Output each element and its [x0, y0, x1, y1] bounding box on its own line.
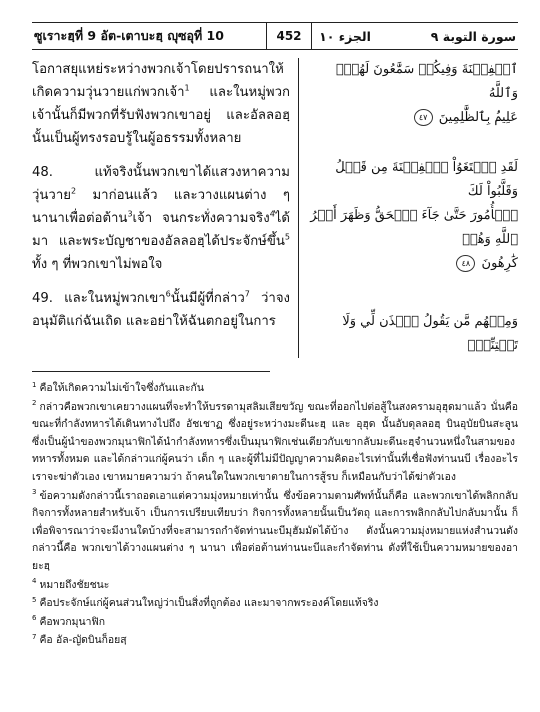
footnote-number: 1 — [32, 380, 37, 389]
footnote-number: 5 — [32, 595, 37, 604]
text-run: عَلِيمُۢ بِٱلظَّٰلِمِينَ — [438, 110, 518, 125]
footnote-6 — [32, 614, 518, 632]
header-juz-arabic: الجزء ١٠ — [319, 28, 371, 44]
footnote-text: คือพวกมุนาฟิก — [39, 615, 106, 628]
text-run: ทั้ง ๆ ที่พวกเขาไม่พอใจ — [32, 257, 163, 272]
arabic-line: ٱلۡفِتۡنَةَ وَفِيكُمۡ سَمَّٰعُونَ لَهُمۡۗ وَٱللَّهُ — [335, 62, 518, 101]
footnote-text: กล่าวคือพวกเขาเคยวางแผนที่จะทำให้บรรดามุสลิมเสียขวัญ ขณะที่ออกไปต่อสู้ในสงครามอุฮุดมาแล้ว นั่นคือขณะที่กำลังทหารได้เดินทางไปถึง อัชเชาฏ ซึ่งอยู่ระหว่างมะดีนะฮฺ และ อุฮุด นั้นอับดุลลอฮฺ บินอุบัยบินสะลูน ซึ่งเป็นผู้นำของพวกมุนาฟิกได้นำกำลังทหารซึ่งเป็นมุนาฟิกเช่นเดียวกับเขากลับมะดีนะฮฺจำนวนหนึ่งในสามของทหารทั้งหมด และได้กล่าวแก่ผู้คนว่า เด็ก ๆ และผู้ที่ไม่มีปัญญาความคิดอะไรเท่านั้นที่เชื่อฟังท่านนบี เรื่องอะไรเราจะฆ่าตัวเอง เขาหมายความว่า ถ้าคนใดในพวกเขาตายในการสู้รบ ก็เหมือนกับว่าได้ฆ่าตัวเอง — [32, 400, 518, 483]
text-run: كَٰرِهُونَ — [481, 256, 518, 271]
footnote-2 — [32, 399, 518, 487]
footnote-3 — [32, 488, 518, 576]
footnote-text: คือให้เกิดความไม่เข้าใจซึ่งกันและกัน — [39, 382, 204, 394]
arabic-line — [310, 106, 518, 130]
footnote-number: 7 — [32, 632, 37, 641]
footnote-ref: 5 — [284, 232, 290, 242]
text-run: นั้นมีผู้ที่กล่าว — [170, 291, 245, 306]
footnote-ref: 3 — [127, 209, 133, 219]
footnote-rule — [32, 371, 270, 372]
footnote-text: ข้อความดังกล่าวนี้เราถอดเอาแต่ความมุ่งหมายเท่านั้น ซึ่งข้อความตามศัพท์นั้นก็คือ และพวกเขาได้พลิกกลับกิจการทั้งหลายสำหรับเจ้า เป็นการเปรียบเทียบว่า กิจการทั้งหลายนั้นเป็นวัตถุ และการพลิกกลับไปกลับมานั้น ก็เพื่อพิจารณาว่าจะมีงานใดบ้างที่จะสามารถกำจัดท่านนะบีมุฮัมมัดได้บ้าง ดังนั้นความมุ่งหมายแห่งสำนวนดังกล่าวนี้คือ พวกเขาได้วางแผนต่าง ๆ นานา เพื่อต่อต้านท่านนะบีและกำจัดท่าน ดังที่ใช้เป็นความหมายของอายะฮฺ — [32, 489, 518, 572]
text-run: ได้มา และพระบัญชาของอัลลอฮฺได้ประจักษ์ขึ้น — [32, 211, 290, 249]
thai-translation-column — [32, 58, 290, 344]
text-run: มาก่อนแล้ว และวางแผนต่าง ๆ นานาเพื่อต่อต้าน — [32, 188, 290, 226]
arabic-line: ٱلۡأُمُورَ حَتَّىٰ جَآءَ ٱلۡحَقُّ وَظَهَرَ أَمۡرُ ٱللَّهِ وَهُمۡ — [310, 208, 518, 247]
footnote-ref: 2 — [70, 186, 77, 196]
header-surah-arabic: سورة التوبة ٩ — [430, 28, 516, 44]
footnote-number: 3 — [32, 488, 37, 497]
footnote-ref: 1 — [184, 83, 190, 93]
thai-verse-49 — [32, 287, 290, 333]
arabic-verse-48 — [310, 156, 518, 276]
footnote-1 — [32, 380, 518, 398]
verse-section — [32, 58, 518, 358]
ayah-number-icon: ٤٨ — [456, 255, 475, 272]
text-run: เจ้า จนกระทั่งความจริง — [132, 211, 270, 226]
footnote-number: 6 — [32, 614, 37, 623]
footnote-5 — [32, 595, 518, 613]
text-run: 48. แท้จริงนั้นพวกเขาได้แสวงหาความวุ่นวาย — [32, 165, 290, 203]
arabic-line: وَمِنۡهُم مَّن يَقُولُ ٱئۡذَن لِّي وَلَا تَفۡتِنِّيٓۚ — [342, 314, 518, 353]
footnote-4 — [32, 577, 518, 595]
header-surah-thai: ซูเราะฮฺที่ 9 อัต-เตาบะฮฺ ญุซอุที่ 10 — [34, 28, 224, 43]
text-run: ว่าจงอนุมัติแก่ฉันเถิด และอย่าให้ฉันตกอยู่ในการ — [32, 291, 290, 329]
ayah-number-icon: ٤٧ — [414, 109, 433, 126]
thai-verse-48 — [32, 161, 290, 276]
footnote-text: คือ อัล-ญัดบินก็อยสฺ — [39, 634, 127, 647]
arabic-line: لَقَدِ ٱبۡتَغَوُاْ ٱلۡفِتۡنَةَ مِن قَبۡلُ وَقَلَّبُواْ لَكَ — [335, 160, 518, 199]
column-divider — [298, 58, 299, 358]
text-run: 49. และในหมู่พวกเขา — [32, 291, 166, 306]
footnote-7 — [32, 632, 518, 650]
footnote-number: 4 — [32, 577, 37, 586]
footnote-text: คือประจักษ์แก่ผู้คนส่วนใหญ่ว่าเป็นสิ่งที่ถูกต้อง และมาจากพระองค์โดยแท้จริง — [39, 597, 379, 610]
thai-verse-47-end — [32, 58, 290, 150]
page-number: 452 — [266, 23, 312, 49]
arabic-verse-47 — [310, 58, 518, 130]
footnotes — [32, 380, 518, 651]
footnote-text: หมายถึงชัยชนะ — [39, 578, 110, 591]
footnote-ref: 4 — [269, 209, 275, 219]
page-header — [32, 22, 518, 50]
text-run: และในหมู่พวกเจ้านั้นก็มีพวกที่รับฟังพวกเขาอยู่ และอัลลอฮฺนั้นเป็นผู้ทรงรอบรู้ในผู้อธรรมทั้งหลาย — [32, 85, 290, 146]
footnote-ref: 7 — [244, 289, 250, 299]
footnote-number: 2 — [32, 399, 37, 408]
arabic-verse-49 — [310, 310, 518, 358]
text-run: โอกาสยุแหย่ระหว่างพวกเจ้าโดยปรารถนาให้เกิดความวุ่นวายแก่พวกเจ้า — [32, 62, 284, 100]
footnote-ref: 6 — [165, 289, 171, 299]
arabic-line — [310, 252, 518, 276]
